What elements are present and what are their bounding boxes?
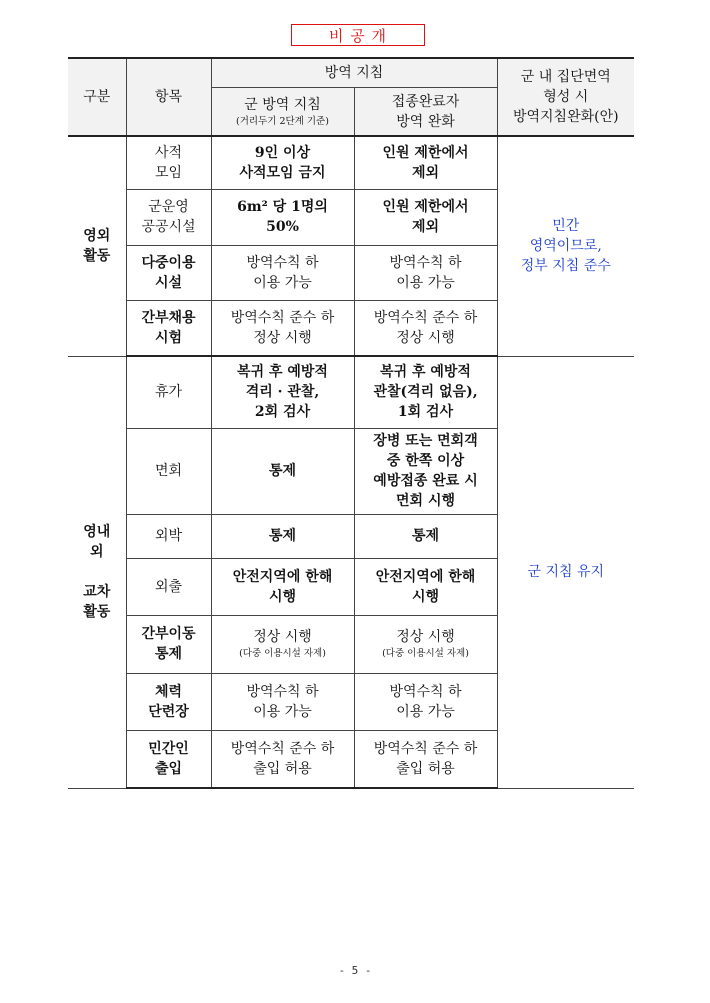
vaccinated-cell: 인원 제한에서 제외 [354,189,497,245]
vaccinated-cell: 장병 또는 면회객 중 한쪽 이상 예방접종 완료 시 면회 시행 [354,428,497,514]
guideline-cell: 복귀 후 예방적 격리 · 관찰, 2회 검사 [211,356,354,428]
item-cell: 휴가 [126,356,211,428]
header-category: 구분 [68,58,126,136]
guideline-cell [211,615,354,673]
guideline-cell: 통제 [211,514,354,558]
guideline-cell: 방역수칙 준수 하 출입 허용 [211,730,354,788]
page-number: - 5 - [338,964,372,977]
header-vaccinated: 접종완료자 방역 완화 [354,88,497,137]
confidentiality-badge: 비 공 개 [291,24,425,46]
guideline-cell: 안전지역에 한해 시행 [211,558,354,615]
header-guideline: 방역 지침 [211,58,497,88]
item-cell: 다중이용 시설 [126,245,211,300]
vaccinated-cell: 인원 제한에서 제외 [354,136,497,189]
vaccinated-note: (다중 이용시설 자제) [382,648,469,659]
vaccinated-cell: 방역수칙 준수 하 출입 허용 [354,730,497,788]
vaccinated-cell: 방역수칙 하 이용 가능 [354,673,497,730]
header-collective-immunity: 군 내 집단면역 형성 시 방역지침완화(안) [497,58,634,136]
item-cell: 군운영 공공시설 [126,189,211,245]
item-cell: 외박 [126,514,211,558]
header-item: 항목 [126,58,211,136]
guideline-cell: 방역수칙 하 이용 가능 [211,245,354,300]
item-cell: 민간인 출입 [126,730,211,788]
inout-collective-note: 군 지침 유지 [497,356,634,788]
item-cell: 면회 [126,428,211,514]
item-cell: 체력 단련장 [126,673,211,730]
item-cell: 사적 모임 [126,136,211,189]
guideline-cell: 9인 이상 사적모임 금지 [211,136,354,189]
item-cell: 간부채용 시험 [126,300,211,356]
vaccinated-cell: 방역수칙 하 이용 가능 [354,245,497,300]
vaccinated-cell: 안전지역에 한해 시행 [354,558,497,615]
guideline-cell: 방역수칙 준수 하 정상 시행 [211,300,354,356]
guideline-note: (다중 이용시설 자제) [239,648,326,659]
vaccinated-text: 정상 시행 [396,629,455,645]
header-military-guideline-label: 군 방역 지침 [244,96,321,113]
group-inout: 영내 외 교차 활동 [68,356,126,788]
item-cell: 간부이동 통제 [126,615,211,673]
guideline-text: 정상 시행 [253,629,312,645]
vaccinated-cell: 방역수칙 준수 하 정상 시행 [354,300,497,356]
guideline-cell: 6m² 당 1명의 50% [211,189,354,245]
guideline-cell: 방역수칙 하 이용 가능 [211,673,354,730]
item-cell: 외출 [126,558,211,615]
header-military-guideline-note: (거리두기 2단계 기준) [236,115,329,127]
header-military-guideline [211,88,354,137]
group-outside: 영외 활동 [68,136,126,356]
vaccinated-cell [354,615,497,673]
vaccinated-cell: 복귀 후 예방적 관찰(격리 없음), 1회 검사 [354,356,497,428]
outside-collective-note: 민간 영역이므로, 정부 지침 준수 [497,136,634,356]
vaccinated-cell: 통제 [354,514,497,558]
quarantine-guideline-table [68,57,634,789]
guideline-cell: 통제 [211,428,354,514]
